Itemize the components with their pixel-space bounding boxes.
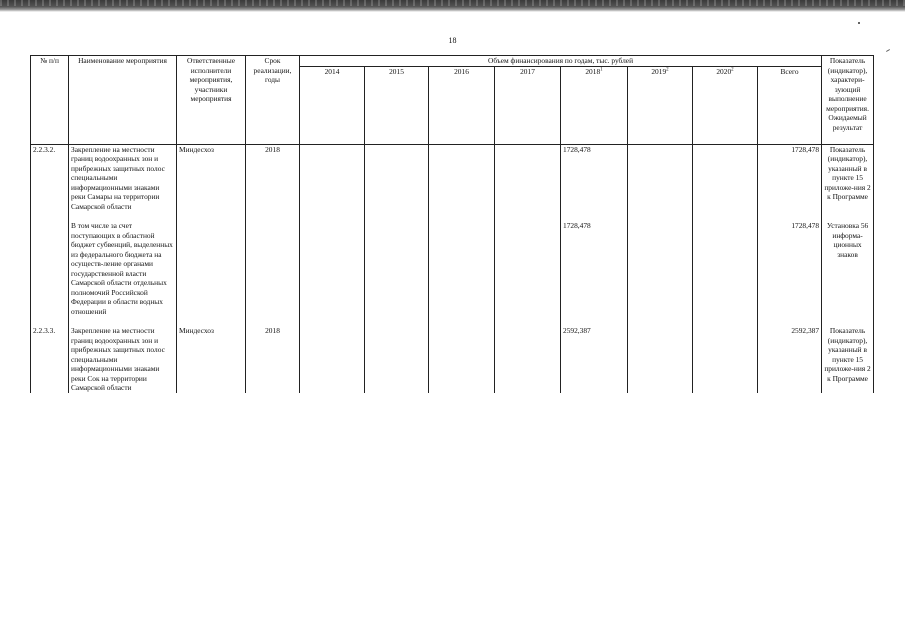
funding-table: [30, 55, 874, 393]
cell-total: 1728,478: [758, 221, 822, 316]
cell-2018: 1728,478: [561, 221, 628, 316]
header-executors: Ответственные исполнители мероприятия, участники мероприятия: [177, 56, 246, 145]
cell-executor: Миндесхоз: [177, 326, 246, 393]
cell-2017: [495, 144, 561, 211]
cell-2020: [693, 221, 758, 316]
cell-2015: [365, 144, 429, 211]
header-name: Наименование мероприятия: [69, 56, 177, 145]
header-year: 2015: [365, 66, 429, 144]
cell-2014: [300, 221, 365, 316]
table-row: [31, 144, 874, 211]
cell-2016: [429, 144, 495, 211]
row-spacer: [31, 211, 874, 221]
cell-name: Закрепление на местности границ водоохранных зон и прибрежных защитных полос специальными информационными знаками реки Самары на территории Самарской области: [69, 144, 177, 211]
cell-2015: [365, 221, 429, 316]
header-year: 2019$^2$: [628, 66, 693, 144]
cell-2017: [495, 326, 561, 393]
cell-2014: [300, 144, 365, 211]
row-spacer: [31, 316, 874, 326]
header-year: 2020$^2$: [693, 66, 758, 144]
cell-2020: [693, 326, 758, 393]
cell-name: Закрепление на местности границ водоохранных зон и прибрежных защитных полос специальными информационными знаками реки Сок на территории Самарской области: [69, 326, 177, 393]
header-year: 2017: [495, 66, 561, 144]
cell-2019: [628, 326, 693, 393]
cell-total: 2592,387: [758, 326, 822, 393]
cell-num: 2.2.3.3.: [31, 326, 69, 393]
cell-term: 2018: [246, 144, 300, 211]
page-number: 18: [448, 36, 457, 45]
header-funding-group: Объем финансирования по годам, тыс. рублей: [300, 56, 822, 67]
cell-executor: [177, 221, 246, 316]
footnote-mark: 2: [666, 67, 669, 73]
table-row: [31, 221, 874, 316]
cell-2019: [628, 144, 693, 211]
cell-2017: [495, 221, 561, 316]
cell-2014: [300, 326, 365, 393]
cell-indicator: Показатель (индикатор), указанный в пункте 15 приложе-ния 2 к Программе: [822, 144, 874, 211]
cell-2018: 2592,387: [561, 326, 628, 393]
header-term: Срок реализации, годы: [246, 56, 300, 145]
cell-2020: [693, 144, 758, 211]
table-row: [31, 326, 874, 393]
cell-total: 1728,478: [758, 144, 822, 211]
cell-2016: [429, 326, 495, 393]
cell-name: В том числе за счет поступающих в областной бюджет субвенций, выделенных из федерального бюджета на осуществ-ление органами государственной власти Самарской области отдельных полномочий Российской Федерации в области водных отношений: [69, 221, 177, 316]
cell-num: [31, 221, 69, 316]
cell-indicator: Показатель (индикатор), указанный в пункте 15 приложе-ния 2 к Программе: [822, 326, 874, 393]
header-year: 2016: [429, 66, 495, 144]
footnote-mark: 2: [731, 67, 734, 73]
scan-speck: [886, 49, 890, 52]
scan-speck: [858, 22, 860, 24]
footnote-mark: 1: [600, 67, 603, 73]
header-row: [31, 56, 874, 67]
scan-edge: [0, 0, 905, 12]
header-total: Всего: [758, 66, 822, 144]
cell-2018: 1728,478: [561, 144, 628, 211]
cell-2015: [365, 326, 429, 393]
cell-num: 2.2.3.2.: [31, 144, 69, 211]
cell-2019: [628, 221, 693, 316]
header-num: № п/п: [31, 56, 69, 145]
header-year: 2018$^1$: [561, 66, 628, 144]
cell-2016: [429, 221, 495, 316]
cell-executor: Миндесхоз: [177, 144, 246, 211]
header-indicator: Показатель (индикатор), характери-зующий выполнение мероприятия. Ожидаемый результат: [822, 56, 874, 145]
cell-term: [246, 221, 300, 316]
cell-term: 2018: [246, 326, 300, 393]
cell-indicator: Установка 56 информа-ционных знаков: [822, 221, 874, 316]
header-year: 2014: [300, 66, 365, 144]
